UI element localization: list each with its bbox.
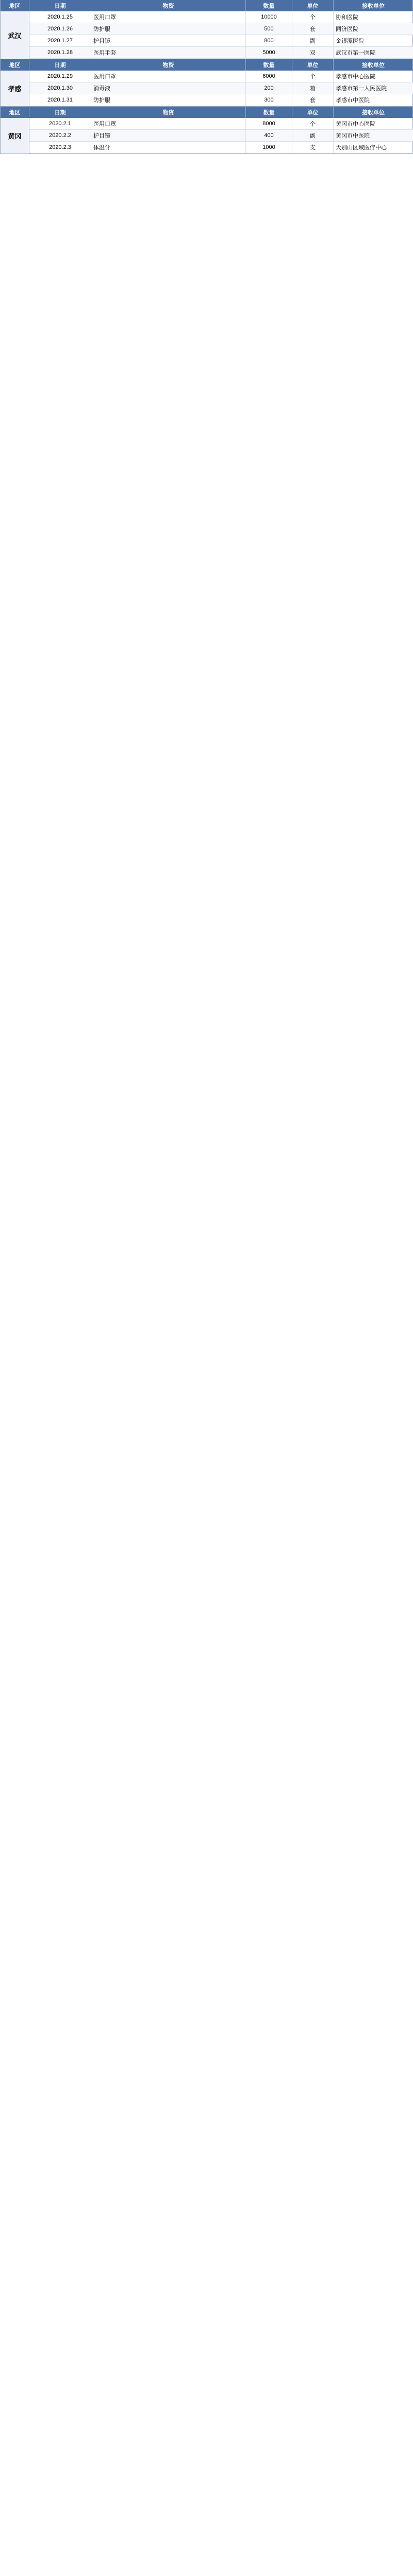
column-header-date: 日期 — [29, 0, 91, 11]
row-unit: 双 — [292, 47, 334, 58]
column-header-item: 物资 — [91, 0, 246, 11]
row-unit: 副 — [292, 130, 334, 141]
row-recipient: 黄冈市中医院 — [334, 130, 413, 141]
column-header-item: 物资 — [91, 107, 246, 118]
column-header-unit: 单位 — [292, 0, 334, 11]
row-recipient: 孝感市第一人民医院 — [334, 82, 413, 94]
group-header-row — [1, 59, 412, 71]
table-row — [29, 23, 413, 35]
row-quantity: 6000 — [246, 71, 292, 82]
column-header-recipient: 接收单位 — [334, 0, 413, 11]
group-header-row — [1, 0, 412, 11]
column-header-recipient: 接收单位 — [334, 59, 413, 71]
row-date: 2020.1.28 — [29, 47, 91, 58]
row-date: 2020.1.27 — [29, 35, 91, 46]
row-recipient: 黄冈市中心医院 — [334, 118, 413, 129]
row-quantity: 400 — [246, 130, 292, 141]
row-unit: 支 — [292, 142, 334, 153]
row-date: 2020.1.31 — [29, 94, 91, 106]
table-row — [29, 94, 413, 106]
row-date: 2020.1.30 — [29, 82, 91, 94]
row-unit: 个 — [292, 71, 334, 82]
column-header-city: 地区 — [1, 107, 29, 118]
row-recipient: 金银潭医院 — [334, 35, 413, 46]
row-quantity: 1000 — [246, 142, 292, 153]
column-header-recipient: 接收单位 — [334, 107, 413, 118]
row-unit: 个 — [292, 118, 334, 129]
table-row — [29, 118, 413, 130]
column-header-quantity: 数量 — [246, 107, 292, 118]
row-item: 医用口罩 — [91, 71, 246, 82]
row-item: 护目镜 — [91, 35, 246, 46]
row-item: 体温计 — [91, 142, 246, 153]
table-row — [29, 35, 413, 47]
table-row — [29, 47, 413, 59]
column-header-city: 地区 — [1, 59, 29, 71]
row-date: 2020.1.29 — [29, 71, 91, 82]
group-rows — [29, 118, 413, 154]
row-item: 护目镜 — [91, 130, 246, 141]
row-quantity: 300 — [246, 94, 292, 106]
table-row — [29, 142, 413, 154]
row-quantity: 10000 — [246, 11, 292, 23]
row-quantity: 200 — [246, 82, 292, 94]
row-item: 医用口罩 — [91, 11, 246, 23]
table-row — [29, 11, 413, 23]
row-date: 2020.2.3 — [29, 142, 91, 153]
group-body — [1, 11, 412, 59]
city-name: 武汉 — [1, 11, 29, 59]
column-header-date: 日期 — [29, 107, 91, 118]
row-unit: 个 — [292, 11, 334, 23]
row-unit: 箱 — [292, 82, 334, 94]
group-body — [1, 118, 412, 154]
row-recipient: 孝感市中心医院 — [334, 71, 413, 82]
row-recipient: 协和医院 — [334, 11, 413, 23]
row-date: 2020.1.26 — [29, 23, 91, 35]
row-date: 2020.2.2 — [29, 130, 91, 141]
row-recipient: 同济医院 — [334, 23, 413, 35]
table-row — [29, 130, 413, 142]
city-name: 孝感 — [1, 71, 29, 106]
row-unit: 套 — [292, 94, 334, 106]
row-date: 2020.1.25 — [29, 11, 91, 23]
city-group — [0, 59, 413, 107]
column-header-city: 地区 — [1, 0, 29, 11]
row-quantity: 5000 — [246, 47, 292, 58]
table-row — [29, 82, 413, 94]
group-body — [1, 71, 412, 106]
city-group — [0, 0, 413, 59]
column-header-unit: 单位 — [292, 107, 334, 118]
row-quantity: 800 — [246, 35, 292, 46]
column-header-date: 日期 — [29, 59, 91, 71]
row-recipient: 孝感市中医院 — [334, 94, 413, 106]
row-recipient: 武汉市第一医院 — [334, 47, 413, 58]
column-header-item: 物资 — [91, 59, 246, 71]
group-header-row — [1, 107, 412, 118]
row-unit: 套 — [292, 23, 334, 35]
group-rows — [29, 71, 413, 106]
row-unit: 副 — [292, 35, 334, 46]
table-row — [29, 71, 413, 82]
row-quantity: 8000 — [246, 118, 292, 129]
row-item: 防护服 — [91, 94, 246, 106]
column-header-quantity: 数量 — [246, 0, 292, 11]
row-item: 医用手套 — [91, 47, 246, 58]
city-name: 黄冈 — [1, 118, 29, 154]
column-header-quantity: 数量 — [246, 59, 292, 71]
city-group — [0, 107, 413, 154]
group-rows — [29, 11, 413, 59]
row-item: 消毒液 — [91, 82, 246, 94]
row-date: 2020.2.1 — [29, 118, 91, 129]
column-header-unit: 单位 — [292, 59, 334, 71]
row-quantity: 500 — [246, 23, 292, 35]
row-item: 防护服 — [91, 23, 246, 35]
row-item: 医用口罩 — [91, 118, 246, 129]
row-recipient: 大别山区域医疗中心 — [334, 142, 413, 153]
